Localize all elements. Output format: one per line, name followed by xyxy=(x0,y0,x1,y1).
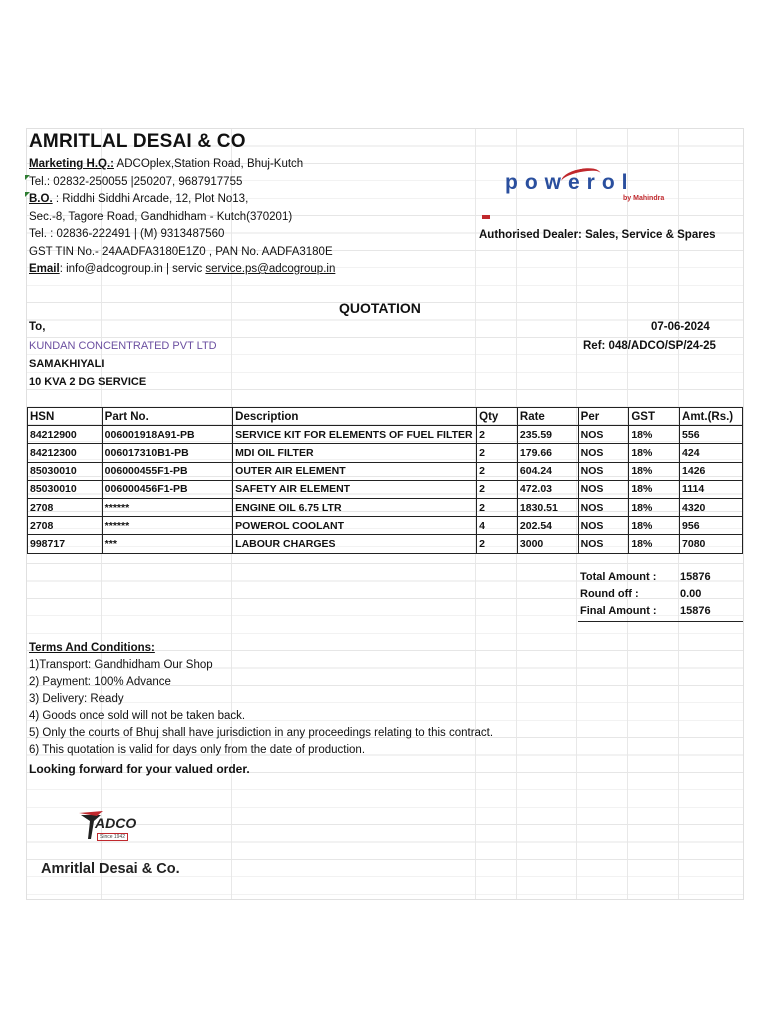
quotation-sheet xyxy=(26,128,744,900)
term-item: 4) Goods once sold will not be taken back. xyxy=(29,710,246,722)
table-header-row xyxy=(28,408,743,426)
adco-mark-icon: ADCO Since 1942 xyxy=(77,809,147,845)
term-item: 6) This quotation is valid for days only from the date of production. xyxy=(29,744,366,756)
to-label: To, xyxy=(29,321,46,333)
service-email-link[interactable]: service.ps@adcogroup.in xyxy=(205,263,336,275)
term-item: 2) Payment: 100% Advance xyxy=(29,676,171,688)
total-amount-row: Total Amount : 15876 xyxy=(580,571,711,583)
subject-line: 10 KVA 2 DG SERVICE xyxy=(29,376,147,388)
customer-name: KUNDAN CONCENTRATED PVT LTD xyxy=(29,340,217,352)
col-qty: Qty xyxy=(477,408,518,426)
company-name: AMRITLAL DESAI & CO xyxy=(29,131,246,152)
col-per: Per xyxy=(578,408,629,426)
branch-address: Sec.-8, Tagore Road, Gandhidham - Kutch(370201) xyxy=(29,211,293,223)
col-rate: Rate xyxy=(517,408,578,426)
gst-pan: GST TIN No.- 24AADFA3180E1Z0 , PAN No. AADFA3180E xyxy=(29,246,333,258)
col-hsn: HSN xyxy=(28,408,103,426)
powerol-logo: powerol by Mahindra xyxy=(505,171,685,211)
dealer-line: Authorised Dealer: Sales, Service & Spares xyxy=(479,229,716,241)
term-item: 3) Delivery: Ready xyxy=(29,693,124,705)
terms-title: Terms And Conditions: xyxy=(29,642,155,654)
table-row: 85030010 006000456F1-PB SAFETY AIR ELEMENT 2 472.03 NOS 18% 1114 xyxy=(28,480,743,498)
col-gst: GST xyxy=(629,408,680,426)
table-row: 2708 ****** POWEROL COOLANT 4 202.54 NOS 18% 956 xyxy=(28,517,743,535)
col-part-no: Part No. xyxy=(102,408,233,426)
totals-underline xyxy=(578,621,743,622)
table-row: 84212900 006001918A91-PB SERVICE KIT FOR ELEMENTS OF FUEL FILTER 2 235.59 NOS 18% 556 xyxy=(28,426,743,444)
tel-line-2: Tel. : 02836-222491 | (M) 9313487560 xyxy=(29,228,225,240)
totals-block xyxy=(578,570,743,622)
items-table xyxy=(27,407,743,554)
col-amount: Amt.(Rs.) xyxy=(680,408,743,426)
email-line: Email: info@adcogroup.in | servic service.ps@adcogroup.in xyxy=(29,263,336,275)
round-off-row: Round off : 0.00 xyxy=(580,588,702,601)
marketing-hq: Marketing H.Q.: ADCOplex,Station Road, Bhuj-Kutch xyxy=(29,158,304,170)
table-row: 85030010 006000455F1-PB OUTER AIR ELEMENT 2 604.24 NOS 18% 1426 xyxy=(28,462,743,480)
adco-logo: ADCO Since 1942 Amritlal Desai & Co. xyxy=(41,809,211,889)
ref-number: Ref: 048/ADCO/SP/24-25 xyxy=(583,340,716,352)
quotation-date: 07-06-2024 xyxy=(651,321,710,333)
table-row: 998717 *** LABOUR CHARGES 2 3000 NOS 18% 7080 xyxy=(28,535,743,553)
customer-location: SAMAKHIYALI xyxy=(29,358,105,370)
tel-line-1: Tel.: 02832-250055 |250207, 9687917755 xyxy=(29,176,243,188)
quotation-title: QUOTATION xyxy=(339,300,421,316)
final-amount-row: Final Amount : 15876 xyxy=(580,605,711,618)
branch-office: B.O. : Riddhi Siddhi Arcade, 12, Plot No13, xyxy=(29,193,249,205)
col-description: Description xyxy=(233,408,477,426)
closing-line: Looking forward for your valued order. xyxy=(29,762,250,776)
table-row: 2708 ****** ENGINE OIL 6.75 LTR 2 1830.51 NOS 18% 4320 xyxy=(28,498,743,516)
table-row: 84212300 006017310B1-PB MDI OIL FILTER 2 179.66 NOS 18% 424 xyxy=(28,444,743,462)
red-mark-icon xyxy=(482,215,490,219)
term-item: 1)Transport: Gandhidham Our Shop xyxy=(29,659,213,671)
term-item: 5) Only the courts of Bhuj shall have jurisdiction in any proceedings relating to this contract. xyxy=(29,727,494,739)
